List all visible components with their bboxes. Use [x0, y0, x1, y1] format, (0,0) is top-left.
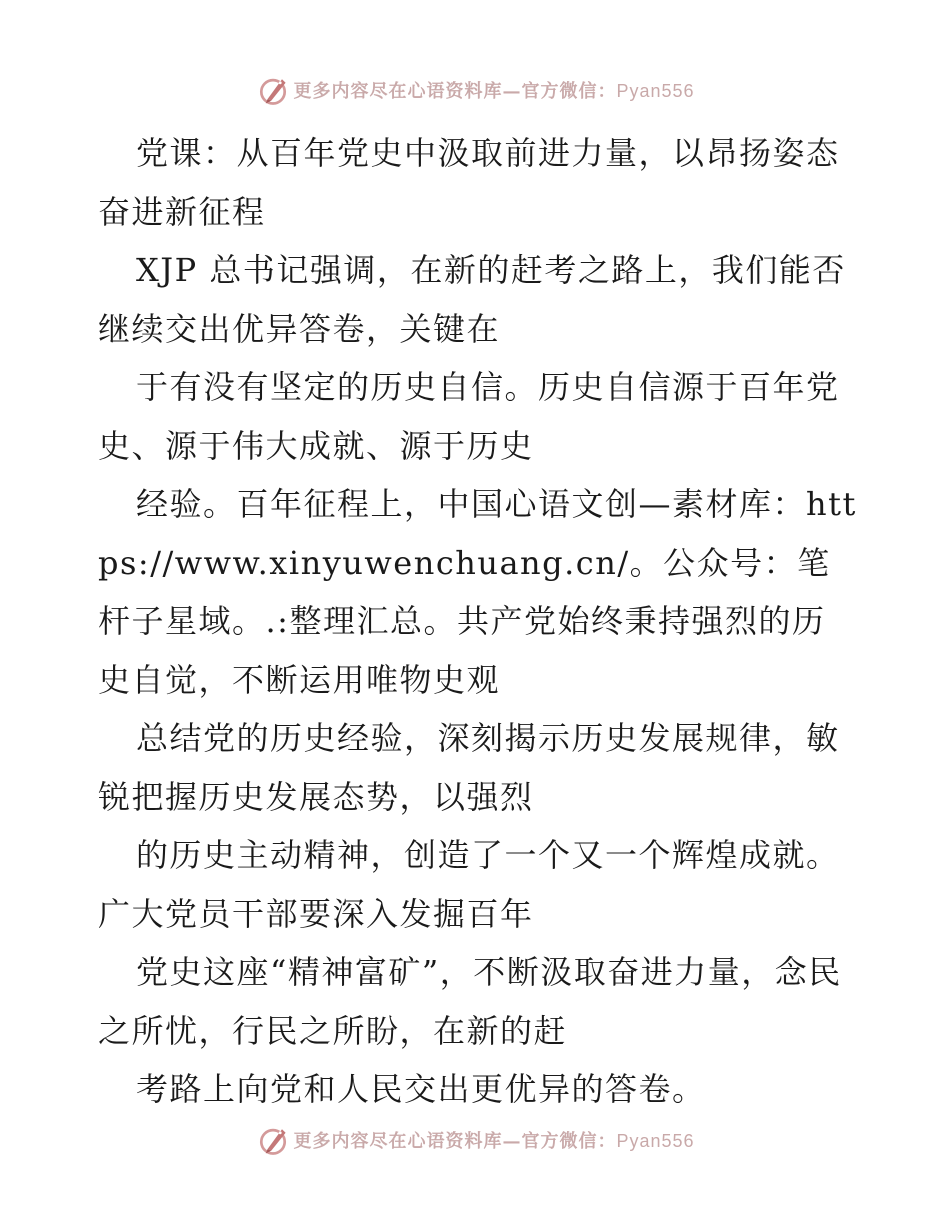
paragraph-title: 党课：从百年党史中汲取前进力量，以昂扬姿态奋进新征程	[98, 134, 840, 231]
pen-nib-logo-icon	[255, 1122, 291, 1158]
watermark-text: 更多内容尽在心语资料库—官方微信：Pyan556	[293, 81, 695, 102]
paragraph: 党史这座“精神富矿”，不断汲取奋进力量，念民之所忧，行民之所盼，在新的赶	[98, 953, 842, 1050]
footer-watermark	[0, 1120, 950, 1160]
watermark-text: 更多内容尽在心语资料库—官方微信：Pyan556	[293, 1131, 695, 1152]
pen-nib-logo-icon	[255, 72, 291, 108]
document-body	[98, 124, 858, 1119]
wechat-id: Pyan556	[616, 1131, 695, 1151]
paragraph: 考路上向党和人民交出更优异的答卷。	[136, 1070, 706, 1108]
paragraph: 总结党的历史经验，深刻揭示历史发展规律，敏锐把握历史发展态势，以强烈	[98, 719, 840, 816]
paragraph: 的历史主动精神，创造了一个又一个辉煌成就。广大党员干部要深入发掘百年	[98, 836, 840, 933]
wechat-id: Pyan556	[616, 81, 695, 101]
header-watermark	[0, 70, 950, 110]
paragraph: XJP 总书记强调，在新的赶考之路上，我们能否继续交出优异答卷，关键在	[98, 251, 846, 348]
paragraph: 经验。百年征程上，中国心语文创—素材库：https://www.xinyuwenchuang.cn/。公众号：笔杆子星域。.:整理汇总。共产党始终秉持强烈的历史自觉，不断运用唯物史观	[98, 485, 857, 699]
paragraph: 于有没有坚定的历史自信。历史自信源于百年党史、源于伟大成就、源于历史	[98, 368, 840, 465]
